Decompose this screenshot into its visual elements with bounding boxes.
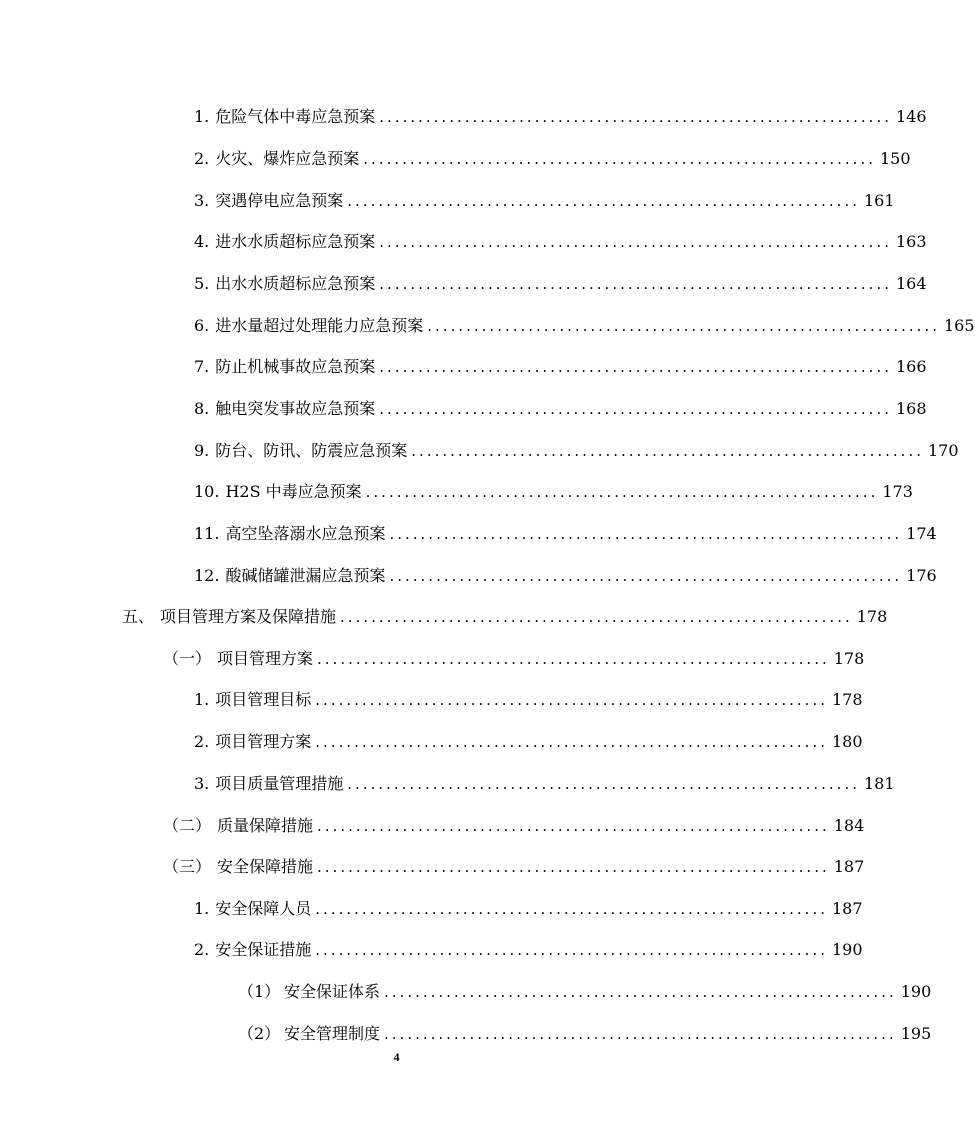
toc-entry[interactable] <box>194 230 927 254</box>
dot-leader: .................................................................. <box>363 150 876 168</box>
toc-entry-number: 1. <box>194 107 210 126</box>
toc-entry[interactable] <box>194 480 913 504</box>
toc-entry-page: 174 <box>906 524 937 543</box>
toc-entry-page: 187 <box>833 857 865 876</box>
dot-leader: .................................................................. <box>411 442 924 460</box>
toc-entry-number: 5. <box>194 274 210 293</box>
toc-entry[interactable] <box>194 439 959 463</box>
dot-leader: .................................................................. <box>427 317 940 335</box>
toc-entry-title: 出水水质超标应急预案 <box>215 274 376 293</box>
toc-entry[interactable] <box>194 522 937 546</box>
toc-entry-number: （二） <box>163 816 212 835</box>
toc-entry[interactable] <box>163 855 865 879</box>
toc-entry-number: 6. <box>194 316 210 335</box>
toc-entry-page: 181 <box>863 774 895 793</box>
dot-leader: .................................................................. <box>347 775 860 793</box>
toc-entry-number: 3. <box>194 774 210 793</box>
dot-leader: .................................................................. <box>347 192 860 210</box>
toc-entry-title: 项目管理方案 <box>215 732 312 751</box>
toc-entry[interactable] <box>194 314 975 338</box>
dot-leader: .................................................................. <box>384 1025 897 1043</box>
toc-entry-page: 190 <box>900 982 932 1001</box>
toc-entry-number: 4. <box>194 232 210 251</box>
toc-entry-page: 168 <box>895 399 927 418</box>
dot-leader: .................................................................. <box>365 483 879 501</box>
dot-leader: .................................................................. <box>389 567 903 585</box>
toc-entry-page: 164 <box>895 274 927 293</box>
toc-entry[interactable] <box>194 938 863 962</box>
toc-entry[interactable] <box>194 688 863 712</box>
toc-entry-title: 高空坠落溺水应急预案 <box>225 524 386 543</box>
toc-entry-page: 187 <box>831 899 863 918</box>
toc-entry[interactable] <box>194 730 863 754</box>
toc-entry-title: 危险气体中毒应急预案 <box>215 107 376 126</box>
toc-entry-page: 195 <box>900 1024 932 1043</box>
dot-leader: .................................................................. <box>379 400 892 418</box>
toc-entry-number: 8. <box>194 399 210 418</box>
toc-entry-title: 质量保障措施 <box>217 816 314 835</box>
toc-entry-title: 项目管理目标 <box>215 690 312 709</box>
toc-entry-page: 146 <box>895 107 927 126</box>
toc-entry[interactable] <box>194 105 927 129</box>
toc-entry-number: 3. <box>194 191 210 210</box>
toc-entry-title: 触电突发事故应急预案 <box>215 399 376 418</box>
toc-entry-title: 项目质量管理措施 <box>215 774 344 793</box>
dot-leader: .................................................................. <box>317 817 830 835</box>
toc-entry-title: 进水量超过处理能力应急预案 <box>215 316 424 335</box>
toc-entry-number: 9. <box>194 441 210 460</box>
toc-entry-title: 酸碱储罐泄漏应急预案 <box>225 566 386 585</box>
toc-entry-title: 安全保障人员 <box>215 899 312 918</box>
toc-entry-title: 防止机械事故应急预案 <box>215 357 376 376</box>
toc-entry-title: 安全保证措施 <box>215 940 312 959</box>
toc-entry[interactable] <box>194 272 927 296</box>
toc-entry-page: 176 <box>906 566 937 585</box>
toc-entry-page: 178 <box>833 649 865 668</box>
toc-entry-number: 1. <box>194 899 210 918</box>
toc-entry-title: 项目管理方案及保障措施 <box>160 607 337 626</box>
dot-leader: .................................................................. <box>384 983 897 1001</box>
toc-entry-number: （一） <box>163 649 212 668</box>
dot-leader: .................................................................. <box>317 858 830 876</box>
toc-entry-page: 180 <box>831 732 863 751</box>
dot-leader: .................................................................. <box>379 275 892 293</box>
page-number: 4 <box>393 1050 400 1064</box>
toc-entry[interactable] <box>238 980 932 1004</box>
toc-entry-title: 火灾、爆炸应急预案 <box>215 149 360 168</box>
toc-entry-page: 165 <box>943 316 975 335</box>
toc-entry-title: 安全保证体系 <box>284 982 381 1001</box>
toc-entry[interactable] <box>194 397 927 421</box>
toc-entry[interactable] <box>194 772 895 796</box>
toc-entry-number: 7. <box>194 357 210 376</box>
toc-entry[interactable] <box>163 814 865 838</box>
toc-entry-number: 2. <box>194 940 210 959</box>
toc-entry-number: 2. <box>194 149 210 168</box>
toc-entry-number: 11. <box>194 524 220 543</box>
toc-entry-number: 10. <box>194 482 220 501</box>
dot-leader: .................................................................. <box>317 650 830 668</box>
toc-entry-title: 突遇停电应急预案 <box>215 191 344 210</box>
toc-entry[interactable] <box>194 147 911 171</box>
toc-entry-page: 173 <box>882 482 913 501</box>
toc-entry-title: 安全保障措施 <box>217 857 314 876</box>
toc-entry[interactable] <box>163 647 865 671</box>
dot-leader: .................................................................. <box>315 900 828 918</box>
toc-entry-number: 2. <box>194 732 210 751</box>
toc-entry-page: 166 <box>895 357 927 376</box>
toc-entry-number: 1. <box>194 690 210 709</box>
toc-entry-number: （2） <box>238 1024 281 1043</box>
toc-entry-number: （1） <box>238 982 281 1001</box>
toc-entry-title: 防台、防讯、防震应急预案 <box>215 441 408 460</box>
dot-leader: .................................................................. <box>379 358 892 376</box>
toc-entry[interactable] <box>238 1022 932 1046</box>
toc-entry[interactable] <box>194 897 863 921</box>
toc-entry-page: 163 <box>895 232 927 251</box>
toc-entry-number: （三） <box>163 857 212 876</box>
toc-entry-page: 178 <box>856 607 888 626</box>
toc-entry-title: 安全管理制度 <box>284 1024 381 1043</box>
toc-entry-number: 五、 <box>122 607 155 626</box>
dot-leader: .................................................................. <box>379 108 892 126</box>
toc-entry[interactable] <box>194 355 927 379</box>
toc-entry[interactable] <box>122 605 888 629</box>
toc-entry-title: H2S 中毒应急预案 <box>225 482 362 501</box>
toc-entry[interactable] <box>194 189 895 213</box>
dot-leader: .................................................................. <box>340 608 853 626</box>
toc-entry-page: 170 <box>927 441 959 460</box>
toc-entry[interactable] <box>194 564 937 588</box>
dot-leader: .................................................................. <box>379 233 892 251</box>
dot-leader: .................................................................. <box>389 525 903 543</box>
dot-leader: .................................................................. <box>315 733 828 751</box>
dot-leader: .................................................................. <box>315 691 828 709</box>
toc-entry-title: 进水水质超标应急预案 <box>215 232 376 251</box>
toc-entry-page: 178 <box>831 690 863 709</box>
toc-entry-page: 190 <box>831 940 863 959</box>
toc-entry-page: 184 <box>833 816 865 835</box>
toc-entry-page: 150 <box>879 149 911 168</box>
toc-entry-page: 161 <box>863 191 895 210</box>
toc-entry-number: 12. <box>194 566 220 585</box>
toc-entry-title: 项目管理方案 <box>217 649 314 668</box>
dot-leader: .................................................................. <box>315 941 828 959</box>
